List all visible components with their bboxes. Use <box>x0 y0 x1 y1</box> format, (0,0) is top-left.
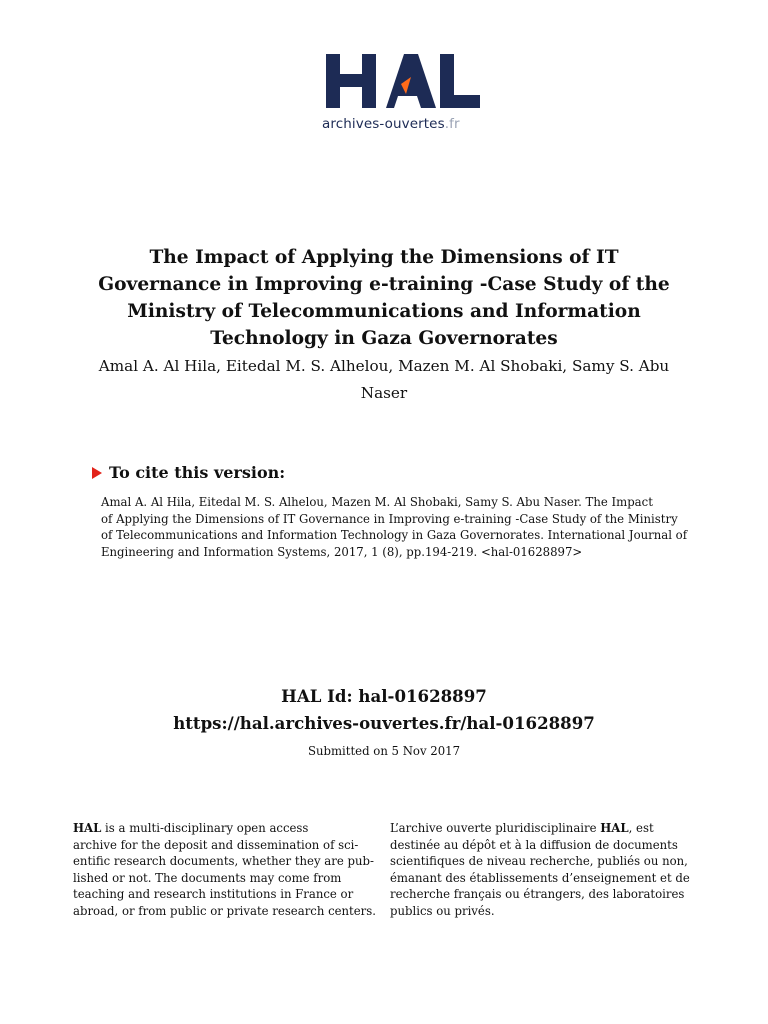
hal-id: HAL Id: hal-01628897 <box>281 686 487 706</box>
notice-line: teaching and research institutions in France or <box>73 887 354 902</box>
logo-subtitle-suffix: .fr <box>444 116 460 132</box>
hal-bold: HAL <box>600 821 629 835</box>
hal-wordmark-icon <box>322 50 486 112</box>
notice-line: lished or not. The documents may come from <box>73 870 342 885</box>
notice-line <box>390 820 695 837</box>
notice-line: recherche français ou étrangers, des laboratoires <box>390 887 685 902</box>
title-line: Ministry of Telecommunications and Information <box>127 301 641 322</box>
notice-text: , est <box>628 821 654 835</box>
notice-text: L’archive ouverte pluridisciplinaire <box>390 821 601 835</box>
notice-line <box>73 820 378 837</box>
paper-title <box>60 244 708 352</box>
triangle-bullet-icon <box>92 467 102 479</box>
title-line: The Impact of Applying the Dimensions of IT <box>149 247 619 268</box>
notice-line: abroad, or from public or private research centers. <box>73 903 376 918</box>
title-line: Governance in Improving e-training -Case Study of the <box>98 274 670 295</box>
hal-bold: HAL <box>73 821 102 835</box>
notice-line: entific research documents, whether they are pub- <box>73 854 374 869</box>
title-line: Technology in Gaza Governorates <box>210 328 558 349</box>
footer-french-notice <box>390 820 695 920</box>
citation-line: of Applying the Dimensions of IT Governance in Improving e-training -Case Study of the Ministry <box>101 511 678 526</box>
notice-line: scientifiques de niveau recherche, publiés ou non, <box>390 854 688 869</box>
paper-authors <box>60 353 708 407</box>
authors-line: Naser <box>360 384 408 402</box>
notice-text: is a multi-disciplinary open access <box>101 821 309 835</box>
citation-line: Engineering and Information Systems, 2017, 1 (8), pp.194-219. <hal-01628897> <box>101 544 583 559</box>
authors-line: Amal A. Al Hila, Eitedal M. S. Alhelou, Mazen M. Al Shobaki, Samy S. Abu <box>98 357 670 375</box>
notice-line: destinée au dépôt et à la diffusion de documents <box>390 837 678 852</box>
citation-line: Amal A. Al Hila, Eitedal M. S. Alhelou, Mazen M. Al Shobaki, Samy S. Abu Naser. The Impact <box>101 495 653 509</box>
footer-english-notice <box>73 820 378 920</box>
logo-subtitle-text: archives-ouvertes <box>322 116 445 132</box>
submission-date: Submitted on 5 Nov 2017 <box>307 744 461 758</box>
hal-url-link[interactable]: https://hal.archives-ouvertes.fr/hal-01628897 <box>173 713 595 733</box>
hal-logo <box>322 50 486 142</box>
hal-logo-subtitle <box>322 116 486 132</box>
cite-heading-text: To cite this version: <box>109 463 286 482</box>
notice-line: émanant des établissements d’enseignement et de <box>390 870 690 885</box>
notice-line: archive for the deposit and dissemination of sci- <box>73 837 359 852</box>
cite-heading <box>92 463 285 482</box>
citation-text <box>101 494 723 560</box>
notice-line: publics ou privés. <box>390 903 495 918</box>
citation-line: of Telecommunications and Information Technology in Gaza Governorates. International Journal of <box>101 528 688 542</box>
